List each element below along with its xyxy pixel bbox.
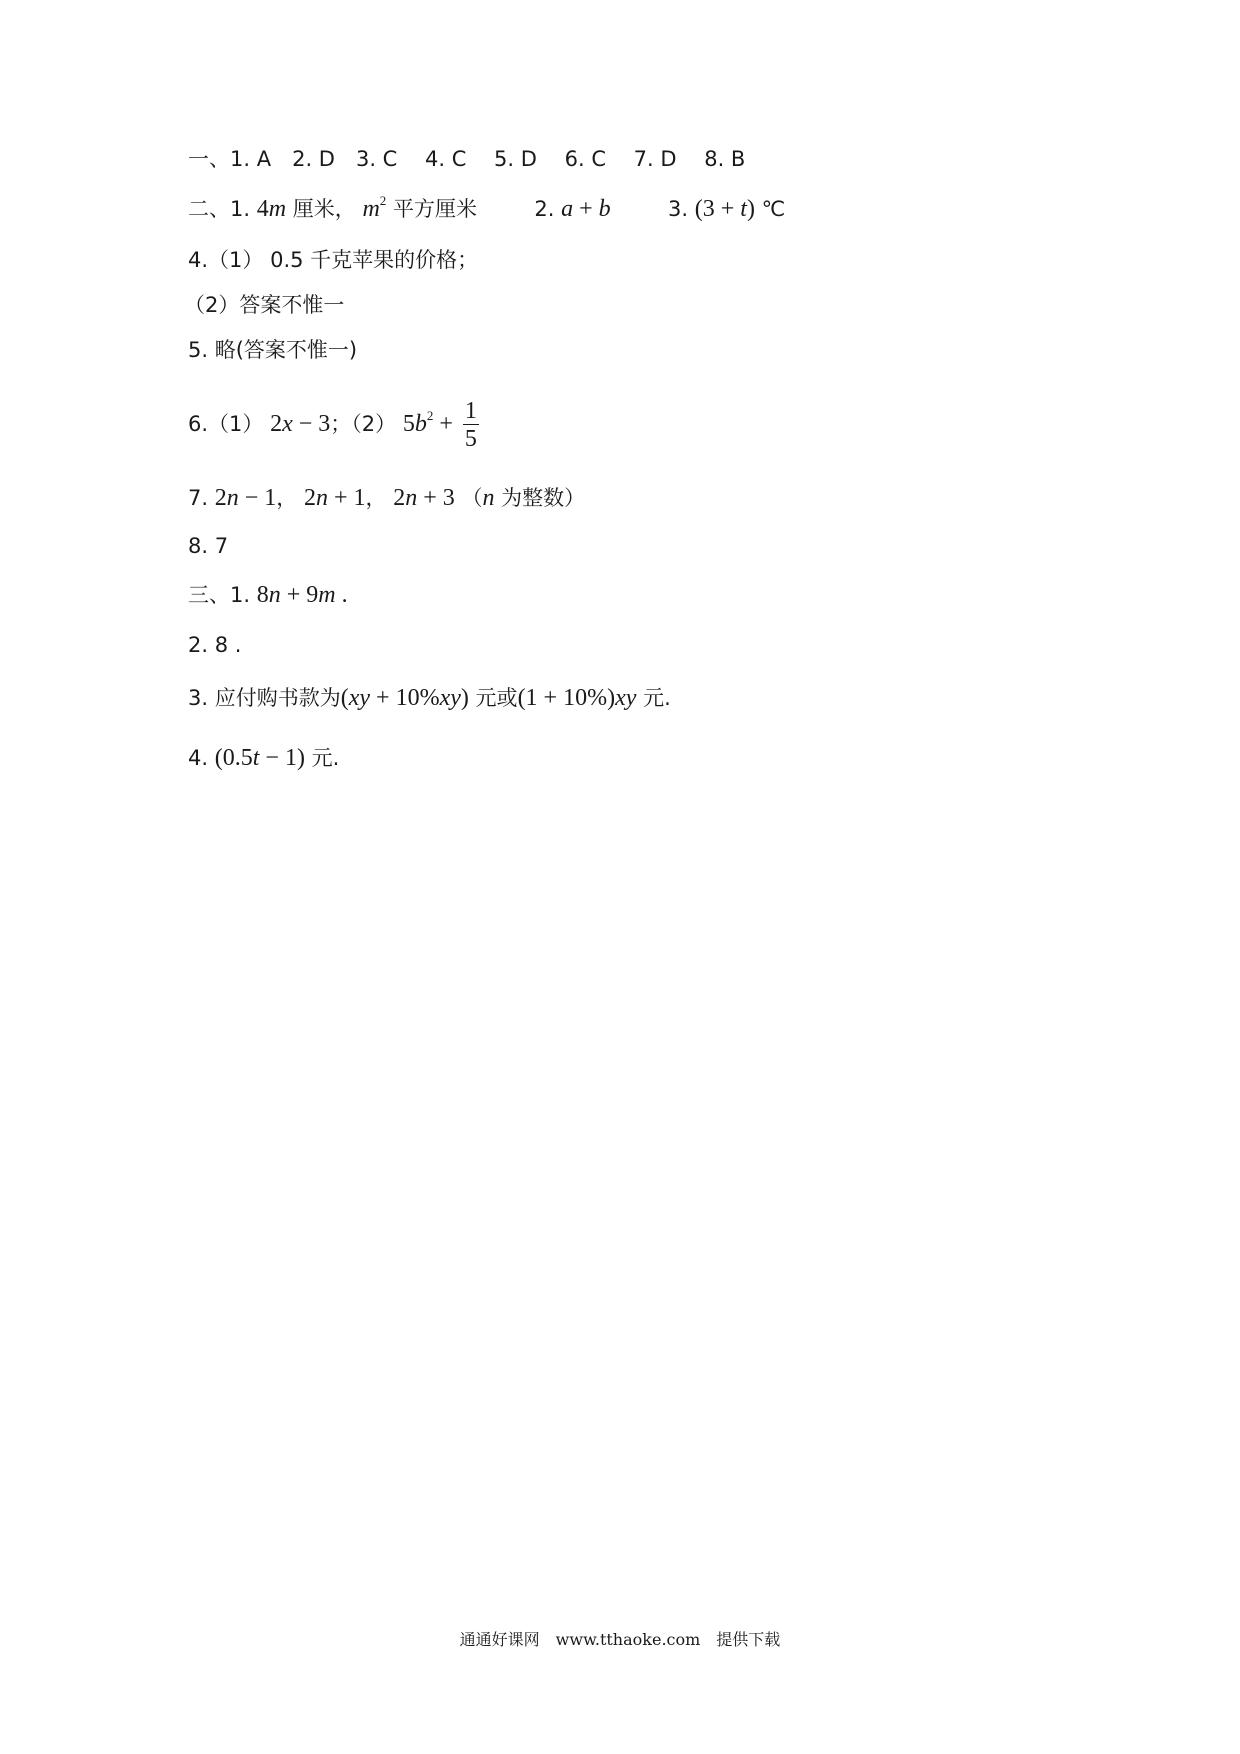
page-footer xyxy=(0,1629,1240,1651)
answer-3-3-e1-close: ) xyxy=(460,685,469,711)
answer-section-3-item-3 xyxy=(188,683,671,713)
answer-6-1-var: x xyxy=(282,411,293,437)
answer-7-note-var: n xyxy=(482,485,495,511)
answer-4-part-2 xyxy=(184,290,344,320)
answer-7-note-text: 为整数） xyxy=(494,486,586,510)
answer-4-2-text: （2）答案不惟一 xyxy=(184,293,345,317)
answer-6-2-var: b xyxy=(414,411,427,437)
answer-2-1-unit: 厘米， xyxy=(286,197,356,221)
answer-2-3-unit: ℃ xyxy=(754,197,786,221)
answer-4-part-1 xyxy=(188,245,478,275)
answer-3-4-close: − 1) xyxy=(259,745,305,771)
answer-5 xyxy=(188,335,357,365)
answer-2-1-b-var: m xyxy=(362,196,380,222)
answer-2-1-num: 4 xyxy=(256,196,269,222)
answer-7-t1-num: 2 xyxy=(214,485,227,511)
answer-2-3-var: t xyxy=(740,196,747,222)
answer-7-note-open: （ xyxy=(461,486,483,510)
answer-2-2-a: a xyxy=(561,196,574,222)
answer-6 xyxy=(188,394,479,454)
answer-2-2-label: 2. xyxy=(534,197,555,221)
answer-3-3-mid-text: 元或 xyxy=(468,686,518,710)
answer-3-1-op: + 9 xyxy=(280,582,319,608)
answer-7-t1-rest: − 1 xyxy=(238,485,277,511)
answer-2-2-b: b xyxy=(598,196,611,222)
answer-2-1-b-exponent: 2 xyxy=(379,193,387,208)
answer-3-3-e1-open: ( xyxy=(340,685,349,711)
answer-2-2-op: + xyxy=(573,196,599,222)
answer-6-2-fraction xyxy=(463,398,479,453)
answer-6-mid: ；（2） xyxy=(330,412,397,436)
answer-3-3-e1-var2: xy xyxy=(439,685,461,711)
answer-3-4-open: (0.5 xyxy=(214,745,253,771)
answer-4-1-text: 0.5 千克苹果的价格； xyxy=(270,248,479,272)
answer-3-3-e2-var: xy xyxy=(615,685,637,711)
answer-section-3-item-2 xyxy=(188,630,241,660)
answer-6-2-num: 5 xyxy=(402,411,415,437)
answer-2-1-b-unit: 平方厘米 xyxy=(386,197,477,221)
answer-3-3-e1-var1: xy xyxy=(348,685,371,711)
answer-3-2-text: 2. 8 . xyxy=(188,633,242,657)
answer-7-sep2: ， xyxy=(365,486,387,510)
answer-3-3-end: 元. xyxy=(636,686,671,710)
answer-7-t2-num: 2 xyxy=(303,485,316,511)
answer-3-4-var: t xyxy=(252,745,260,771)
answer-6-2-op: + xyxy=(433,411,459,437)
answer-7 xyxy=(188,483,585,513)
fraction-numerator: 1 xyxy=(464,397,477,424)
answer-section-2 xyxy=(188,194,785,224)
answer-8-text: 8. 7 xyxy=(188,534,229,558)
answer-8 xyxy=(188,531,228,561)
answer-7-t2-rest: + 1 xyxy=(327,485,366,511)
answer-7-t2-var: n xyxy=(315,485,328,511)
answer-6-2-exponent: 2 xyxy=(426,408,434,423)
answer-4-prefix: 4.（1） xyxy=(188,248,264,272)
answer-7-t1-var: n xyxy=(226,485,239,511)
answer-section-1 xyxy=(188,144,745,174)
answer-2-3-close: ) xyxy=(746,196,755,222)
answer-2-1-var: m xyxy=(268,196,287,222)
answer-2-3-label: 3. xyxy=(668,197,689,221)
answer-3-3-e2: (1 + 10%) xyxy=(517,685,616,711)
answer-3-1-a-var: n xyxy=(268,582,281,608)
answer-7-sep1: ， xyxy=(276,486,298,510)
answer-6-1-num: 2 xyxy=(270,411,283,437)
answer-3-1-a: 8 xyxy=(256,582,269,608)
footer-text: 通通好课网 www.tthaoke.com 提供下载 xyxy=(459,1630,781,1649)
answer-2-3-open: (3 + xyxy=(694,196,741,222)
answer-6-prefix: 6.（1） xyxy=(188,412,264,436)
answer-3-1-end: . xyxy=(335,582,348,608)
answer-7-t3-num: 2 xyxy=(393,485,406,511)
answer-7-t3-rest: + 3 xyxy=(417,485,455,511)
answer-2-prefix: 二、1. xyxy=(188,197,251,221)
answer-3-4-prefix: 4. xyxy=(188,746,209,770)
answer-3-4-end: 元. xyxy=(304,746,340,770)
answer-section-3-item-4 xyxy=(188,743,339,773)
answer-5-text: 5. 略(答案不惟一) xyxy=(188,338,358,362)
answer-3-1-prefix: 三、1. xyxy=(188,583,251,607)
answer-3-3-prefix: 3. 应付购书款为 xyxy=(188,686,341,710)
answer-section-3-item-1 xyxy=(188,580,348,610)
answer-section-1-text: 一、1. A 2. D 3. C 4. C 5. D 6. C 7. D 8. B xyxy=(188,147,746,171)
answer-6-1-rest: − 3 xyxy=(292,411,331,437)
answer-7-prefix: 7. xyxy=(188,486,209,510)
answer-3-3-e1-mid: + 10% xyxy=(370,685,440,711)
answer-3-1-b-var: m xyxy=(318,582,336,608)
fraction-denominator: 5 xyxy=(464,425,477,452)
answer-7-t3-var: n xyxy=(405,485,418,511)
